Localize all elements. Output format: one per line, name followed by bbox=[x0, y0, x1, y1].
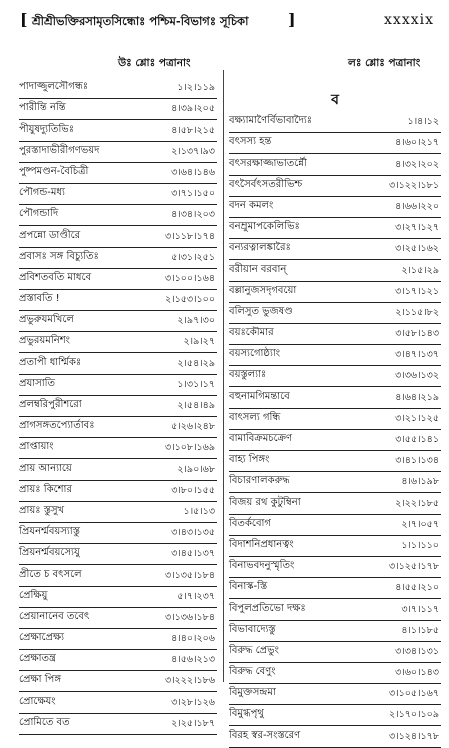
entry-reference: ৩।৪৫।১৩৭ bbox=[171, 548, 215, 560]
entry-reference: ৩।৬৪।১৪৬ bbox=[171, 166, 215, 178]
index-entry bbox=[19, 396, 217, 417]
entry-reference: ৩।১৩৬।১৮৪ bbox=[165, 611, 215, 623]
index-entry bbox=[229, 282, 441, 303]
entry-reference: ৩।১৩৫।১৮৪ bbox=[165, 569, 215, 581]
page-header bbox=[20, 8, 440, 42]
entry-reference: ৩।২৫।১৬২ bbox=[395, 243, 439, 255]
index-entry bbox=[229, 154, 441, 175]
entry-term: বৎসৈর্বৎসতরীভিশ্চ bbox=[229, 178, 303, 190]
entry-term: বন্যরত্নালঙ্কারৈঃ bbox=[229, 242, 291, 254]
entry-term: প্রবিশতবতি মাধবে bbox=[19, 271, 92, 283]
index-entry bbox=[229, 239, 441, 260]
section-letter: ব bbox=[331, 92, 339, 108]
entry-reference: ৩।৪৭।১৩৭ bbox=[395, 349, 439, 361]
entry-reference: ৪।৫৮।২১৫ bbox=[171, 124, 215, 136]
index-entry bbox=[19, 248, 217, 269]
entry-reference: ৩।২৭।১২৭ bbox=[395, 222, 439, 234]
entry-reference: ৩।১২৫।১৭৮ bbox=[389, 561, 439, 573]
entry-reference: ৩।১০৫।১৬৭ bbox=[389, 688, 439, 700]
entry-reference: ৩।৫৫।১৪১ bbox=[395, 434, 439, 445]
entry-term: প্রাগসঙ্গতপ্যোর্তাবঃ bbox=[19, 420, 95, 432]
entry-reference: ৪।৬০।২১৭ bbox=[395, 137, 439, 149]
entry-reference: ২।২২।১৮৫ bbox=[395, 497, 439, 509]
index-entry bbox=[19, 565, 217, 586]
entry-term: বাৎসল্য গন্ধি bbox=[229, 411, 281, 423]
entry-term: বয়স্যগোষ্ঠ্যাং bbox=[229, 348, 281, 360]
index-entry bbox=[229, 451, 441, 472]
index-entry bbox=[229, 599, 441, 620]
entry-term: পারীন্তি নন্তি bbox=[19, 102, 66, 114]
entry-reference: ১।৪।১২ bbox=[407, 116, 439, 128]
entry-reference: ৩।৬০।১৪৩ bbox=[395, 667, 439, 679]
index-entry bbox=[19, 544, 217, 565]
entry-reference: ৩।১০৮।১৬৯ bbox=[165, 442, 215, 454]
entry-term: বিনাস্ক-স্তি bbox=[229, 581, 268, 593]
index-entry bbox=[19, 142, 217, 163]
entry-term: পীযুষদ্যুতিভিঃ bbox=[19, 123, 75, 135]
entry-term: প্রেয়ানানেব তবেৎ bbox=[19, 610, 90, 622]
index-entry bbox=[229, 409, 441, 430]
entry-term: বহুনামগিমন্তাবে bbox=[229, 390, 290, 402]
entry-reference: ৩।৭১।১৫০ bbox=[171, 188, 215, 200]
entry-term: প্রপন্নো ডাণ্ডীরে bbox=[19, 229, 81, 241]
entry-term: বদন কমলং bbox=[229, 199, 274, 211]
entry-term: বাহ্য পিঙ্গং bbox=[229, 454, 270, 466]
entry-reference: ৩।৩৪।১৩১ bbox=[395, 645, 439, 657]
index-entry bbox=[19, 438, 217, 459]
entry-term: বল্লানুজসদৃগবয়ো bbox=[229, 284, 297, 296]
entry-reference: ৪।৩২।২০২ bbox=[395, 158, 439, 170]
index-entry bbox=[19, 78, 217, 99]
entry-term: বিরুদ্ধ বেণুং bbox=[229, 666, 276, 678]
entry-reference: ২।৯০।৬৮ bbox=[177, 463, 215, 475]
entry-term: পুষ্পমণ্ডন-বৈচিত্রী bbox=[19, 165, 89, 177]
entry-term: প্রায়ঃ স্তুসুখ bbox=[19, 504, 65, 516]
entry-term: বিমুক্তসন্দ্রমা bbox=[229, 687, 276, 699]
entry-reference: ৩।১২২।১৮১ bbox=[389, 179, 439, 191]
index-entry bbox=[19, 608, 217, 629]
entry-reference: ৩।১০০।১৬৪ bbox=[165, 272, 215, 284]
entry-term: বয়ঃকৌমার bbox=[229, 327, 274, 339]
index-entry bbox=[229, 472, 441, 493]
entry-reference: ২।১৫৩।১০০ bbox=[165, 294, 215, 306]
right-column-heading: লঃ শ্লোঃ পত্রানাং bbox=[348, 57, 421, 69]
index-entry bbox=[19, 629, 217, 650]
entry-term: বিরুদ্ধ প্রেভুং bbox=[229, 644, 279, 656]
entry-reference: ৩।১৭।১২১ bbox=[395, 285, 439, 297]
entry-term: বলিসুত ভুজষণ্ড bbox=[229, 305, 293, 317]
entry-term: প্রবাসঃ সঙ্গ বিচ্যুতিঃ bbox=[19, 250, 99, 262]
index-entry bbox=[229, 133, 441, 154]
entry-reference: ৪।৩৯।২০৫ bbox=[171, 103, 215, 115]
entry-reference: ৪।৪০।২০৬ bbox=[171, 633, 215, 645]
index-entry bbox=[229, 176, 441, 197]
index-entry bbox=[229, 218, 441, 239]
entry-reference: ২।৫৪।২৯ bbox=[177, 357, 215, 369]
entry-term: বিদাশনিপ্রধানত্বং bbox=[229, 538, 294, 550]
index-entry bbox=[19, 671, 217, 692]
index-entry bbox=[19, 692, 217, 713]
entry-term: বরীয়ান বরবান্ bbox=[229, 263, 287, 275]
header-right-bracket: ] bbox=[288, 10, 296, 29]
entry-reference: ৩।৩৬।১৩২ bbox=[395, 370, 439, 382]
entry-term: বিজয় রথ কুটুম্বিনা bbox=[229, 496, 301, 508]
entry-reference: ২।৯।২৭ bbox=[183, 336, 215, 348]
index-entry bbox=[19, 290, 217, 311]
entry-term: প্রিযনর্শ্মবয়স্যাস্তু bbox=[19, 526, 80, 538]
entry-term: প্রোক্ষেযং bbox=[19, 695, 56, 707]
entry-term: প্রায় আন্যায়ে bbox=[19, 462, 72, 474]
entry-term: বিচারণালকরুদ্ধ bbox=[229, 475, 290, 487]
index-entry bbox=[229, 430, 441, 451]
index-entry bbox=[229, 366, 441, 387]
index-entry bbox=[19, 481, 217, 502]
entry-term: প্রিয়নর্শ্মবয়স্যেযু bbox=[19, 547, 80, 559]
entry-term: বিতর্কবোগ bbox=[229, 517, 271, 529]
entry-term: বৎসরক্ষাজ্জাভাতর্ন্নৌ bbox=[229, 157, 307, 169]
entry-reference: ৪।৬৬।২২০ bbox=[395, 200, 439, 212]
entry-term: প্রেক্ষিয়ু bbox=[19, 589, 48, 601]
entry-reference: ৩।২১।১২৫ bbox=[395, 412, 439, 424]
entry-term: বামাবিক্রমচক্রেণ bbox=[229, 433, 293, 444]
header-left-bracket: [ bbox=[20, 10, 28, 29]
entry-reference: ৪।৫৫।২১০ bbox=[395, 582, 439, 594]
index-entry bbox=[229, 515, 441, 536]
index-entry bbox=[19, 523, 217, 544]
entry-reference: ৩।১১৮।১৭৪ bbox=[165, 230, 215, 242]
entry-reference: ২।২৫।১৮৭ bbox=[171, 717, 215, 729]
left-index-column bbox=[19, 78, 217, 735]
index-entry bbox=[19, 163, 217, 184]
entry-reference: ৩।৪১।১৩৪ bbox=[395, 455, 439, 467]
page-number: xxxxix bbox=[384, 12, 434, 28]
entry-term: বিনাভবদনুস্মৃতিং bbox=[229, 560, 295, 572]
index-entry bbox=[19, 205, 217, 226]
entry-term: পৌগন্ড-মধ্য bbox=[19, 187, 65, 199]
entry-reference: ২।১৫।২৯ bbox=[401, 264, 439, 276]
entry-reference: ২।১৭০।১০৯ bbox=[389, 709, 439, 721]
entry-reference: ১।৩১।১৭ bbox=[177, 378, 215, 390]
entry-reference: ৪।৬৪।২১৯ bbox=[395, 391, 439, 403]
index-entry bbox=[229, 387, 441, 408]
index-entry bbox=[19, 353, 217, 374]
index-entry bbox=[19, 650, 217, 671]
index-entry bbox=[229, 536, 441, 557]
entry-reference: ১।২।১১৯ bbox=[177, 82, 215, 94]
index-entry bbox=[229, 642, 441, 663]
index-entry bbox=[19, 714, 217, 735]
entry-term: বিমুগ্ধপৃথু bbox=[229, 708, 264, 720]
entry-term: পাদাজ্জুলসৌগন্ধঃ bbox=[19, 81, 89, 93]
index-entry bbox=[229, 705, 441, 726]
index-entry bbox=[19, 99, 217, 120]
index-entry bbox=[19, 269, 217, 290]
entry-term: প্রোমিতে বত bbox=[19, 716, 70, 728]
entry-reference: ১।৫।১৩ bbox=[183, 505, 215, 517]
index-entry bbox=[229, 684, 441, 705]
index-entry bbox=[229, 112, 441, 133]
entry-term: প্রলম্বরিপুরীশরো bbox=[19, 399, 82, 410]
entry-reference: ৩।৭।১১৭ bbox=[401, 603, 439, 615]
entry-term: পৌগন্ডাদি bbox=[19, 208, 59, 220]
entry-term: বিপুলপ্রতিভো দক্ষঃ bbox=[229, 602, 306, 614]
index-entry bbox=[229, 621, 441, 642]
index-entry bbox=[229, 324, 441, 345]
index-entry bbox=[19, 311, 217, 332]
entry-reference: ৫।৭।২৩৭ bbox=[177, 590, 215, 602]
entry-reference: ৩।২২২।১৮৬ bbox=[164, 675, 215, 687]
entry-term: প্রেক্ষাপ্রেক্ষ্য bbox=[19, 632, 65, 644]
entry-reference: ৫।৩১।২৫১ bbox=[171, 251, 215, 263]
entry-term: বনম্রুমাপকেলিভিঃ bbox=[229, 221, 300, 233]
left-column-heading: উঃ শ্লোঃ পত্রানাং bbox=[118, 57, 191, 69]
entry-reference: ২।৫৪।৪৯ bbox=[177, 400, 215, 411]
entry-term: প্রভুরয়মনিশং bbox=[19, 335, 70, 347]
entry-reference: ৩।৮০।১৫৫ bbox=[171, 484, 215, 496]
entry-reference: ২।১১৫।৮২ bbox=[395, 306, 439, 318]
entry-term: প্রভুরুযমখিলে bbox=[19, 314, 74, 326]
index-entry bbox=[229, 260, 441, 281]
entry-reference: ৪।১।১৮৫ bbox=[401, 624, 439, 636]
entry-term: বিভাবাদ্যেস্তু bbox=[229, 623, 276, 635]
entry-term: প্রস্তাবতি ! bbox=[19, 293, 60, 305]
entry-reference: ৪।৫৬।২১৩ bbox=[171, 654, 215, 666]
index-entry bbox=[19, 226, 217, 247]
right-index-column bbox=[229, 78, 441, 748]
index-entry bbox=[229, 197, 441, 218]
index-entry bbox=[229, 493, 441, 514]
entry-term: বয়স্তুল্যাঃ bbox=[229, 369, 267, 381]
entry-term: পুরস্তাদাভীরীগণভয়দ bbox=[19, 144, 100, 156]
index-entry bbox=[229, 345, 441, 366]
entry-term: বক্ষ্যামাণৈর্বিভাবাদ্যৈঃ bbox=[229, 115, 313, 127]
entry-reference: ৪।৩৪।২০৩ bbox=[171, 209, 215, 221]
entry-reference: ২।৯৭।৩০ bbox=[177, 315, 215, 327]
entry-reference: ২।৭।০৫৭ bbox=[401, 518, 439, 530]
index-entry bbox=[19, 502, 217, 523]
index-entry bbox=[19, 332, 217, 353]
index-entry bbox=[229, 726, 441, 747]
entry-term: প্রতাপী ধার্শ্মিকঃ bbox=[19, 356, 82, 368]
entry-reference: ৪।৬।১৯৮ bbox=[401, 476, 439, 488]
entry-reference: ৩।১২৪।১৭৮ bbox=[389, 730, 439, 742]
entry-term: প্রেক্ষা পিঙ্গ bbox=[19, 674, 61, 686]
index-entry bbox=[229, 663, 441, 684]
entry-term: বৎসস্য হন্ত bbox=[229, 136, 272, 148]
index-entry bbox=[19, 459, 217, 480]
entry-reference: ৩।২৮।১২৬ bbox=[171, 696, 215, 708]
entry-reference: ১।১।১১০ bbox=[401, 539, 439, 551]
index-entry bbox=[229, 578, 441, 599]
entry-reference: ২।১৩৭।৯৩ bbox=[171, 145, 215, 157]
entry-term: প্রায়ঃ কিশোর bbox=[19, 483, 72, 495]
entry-reference: ৫।২৬।২৪৮ bbox=[171, 421, 215, 433]
entry-reference: ৩।৫৮।১৪৩ bbox=[395, 328, 439, 340]
index-entry bbox=[19, 120, 217, 141]
index-entry bbox=[19, 375, 217, 396]
entry-term: প্রীতে চ বৎসলে bbox=[19, 568, 82, 580]
index-entry bbox=[19, 417, 217, 438]
entry-term: প্রাপ্তায়াং bbox=[19, 441, 54, 453]
entry-term: প্রযাসাতি bbox=[19, 377, 55, 389]
column-divider bbox=[223, 70, 224, 682]
page-title: শ্রীশ্রীভক্তিরসামৃতসিন্ধোঃ পশ্চিম-বিভাগঃ সূচিকা bbox=[32, 14, 249, 28]
index-entry bbox=[229, 303, 441, 324]
index-entry bbox=[229, 557, 441, 578]
entry-reference: ৩।৪৩।১৩৫ bbox=[171, 527, 215, 539]
index-entry bbox=[19, 587, 217, 608]
index-entry bbox=[19, 184, 217, 205]
entry-term: প্রেক্ষাতন্ত্র bbox=[19, 653, 56, 665]
entry-term: বিরহ স্বর-সংস্তরেণ bbox=[229, 729, 301, 741]
